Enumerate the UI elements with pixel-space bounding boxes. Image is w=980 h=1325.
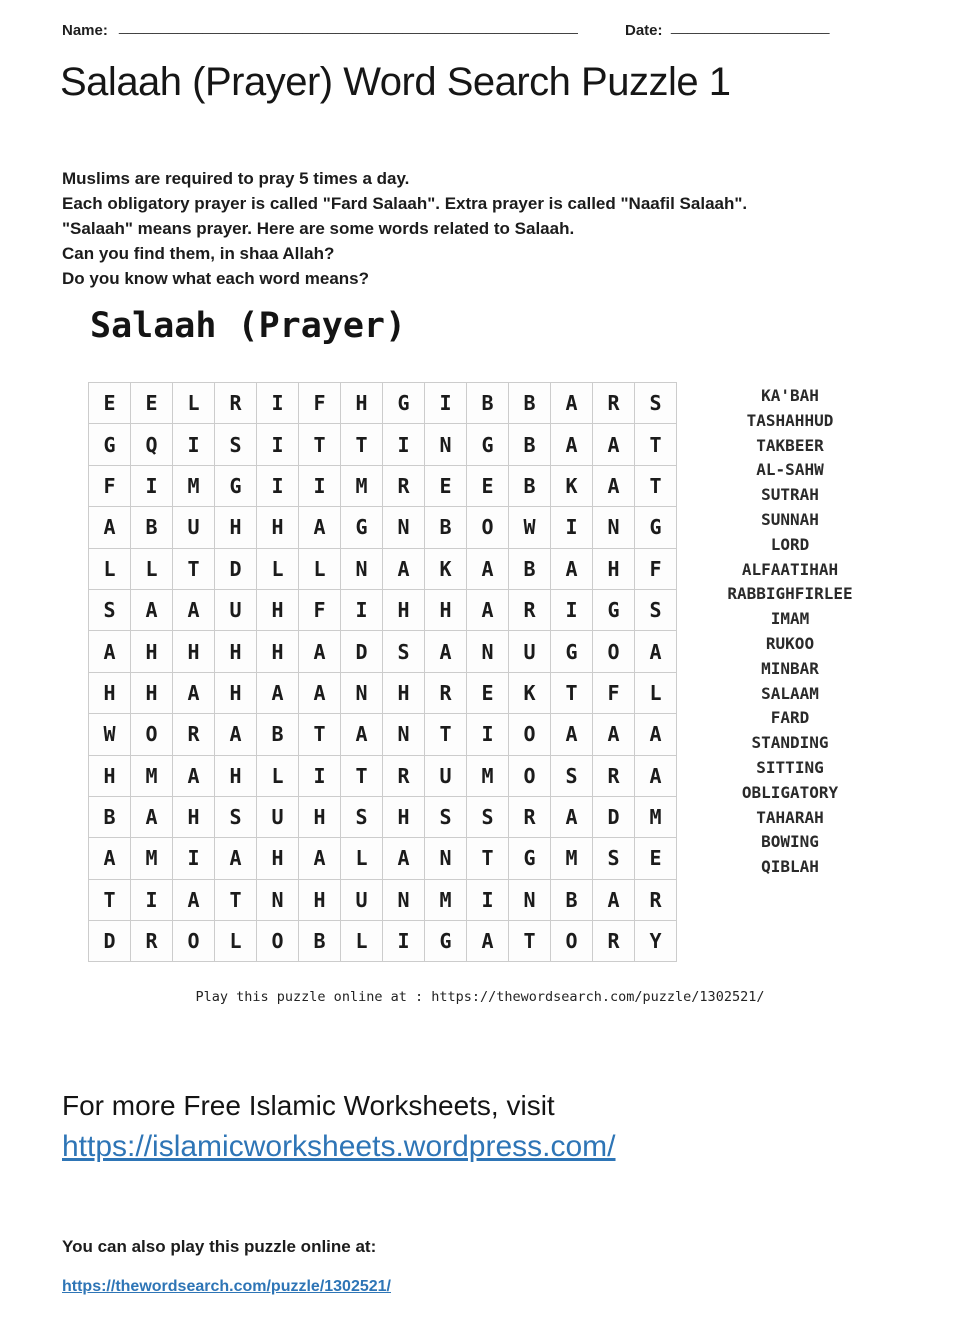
grid-cell: M [425, 879, 467, 920]
grid-cell: R [509, 589, 551, 630]
grid-cell: R [383, 465, 425, 506]
grid-row [89, 589, 677, 630]
word-list-item: ALFAATIHAH [741, 559, 839, 579]
grid-cell: I [299, 755, 341, 796]
grid-cell: T [341, 424, 383, 465]
grid-cell: I [131, 879, 173, 920]
grid-cell: O [131, 714, 173, 755]
grid-cell: E [467, 672, 509, 713]
grid-cell: I [341, 589, 383, 630]
grid-cell: F [635, 548, 677, 589]
grid-cell: I [383, 921, 425, 962]
grid-cell: A [551, 714, 593, 755]
grid-cell: L [131, 548, 173, 589]
grid-cell: H [173, 796, 215, 837]
grid-cell: E [635, 838, 677, 879]
word-list-item: IMAM [770, 609, 810, 629]
grid-cell: M [635, 796, 677, 837]
grid-cell: A [383, 548, 425, 589]
grid-cell: B [509, 465, 551, 506]
word-list-item: SUTRAH [761, 485, 819, 505]
grid-cell: I [173, 424, 215, 465]
more-worksheets-text: For more Free Islamic Worksheets, visit [62, 1090, 555, 1121]
grid-cell: H [257, 507, 299, 548]
word-list-item: SITTING [756, 757, 824, 777]
grid-cell: Q [131, 424, 173, 465]
grid-cell: G [635, 507, 677, 548]
word-list-item: MINBAR [761, 658, 819, 678]
grid-cell: O [551, 921, 593, 962]
grid-cell: I [131, 465, 173, 506]
grid-cell: K [509, 672, 551, 713]
word-list-item: AL-SAHW [756, 460, 824, 480]
grid-cell: S [341, 796, 383, 837]
grid-cell: U [509, 631, 551, 672]
grid-cell: H [383, 796, 425, 837]
grid-cell: H [341, 383, 383, 424]
grid-cell: A [173, 755, 215, 796]
grid-cell: B [299, 921, 341, 962]
grid-cell: H [131, 672, 173, 713]
grid-cell: A [467, 921, 509, 962]
grid-cell: A [635, 631, 677, 672]
grid-cell: H [383, 589, 425, 630]
grid-cell: L [341, 838, 383, 879]
grid-cell: A [173, 879, 215, 920]
grid-cell: B [425, 507, 467, 548]
grid-cell: O [509, 755, 551, 796]
grid-cell: O [257, 921, 299, 962]
grid-cell: W [89, 714, 131, 755]
grid-cell: N [341, 672, 383, 713]
word-list-item: OBLIGATORY [741, 782, 839, 802]
also-play-text: You can also play this puzzle online at: [62, 1237, 377, 1256]
grid-row [89, 672, 677, 713]
puzzle-heading: Salaah (Prayer) [90, 306, 407, 346]
grid-cell: A [593, 714, 635, 755]
grid-cell: A [551, 383, 593, 424]
grid-row [89, 383, 677, 424]
grid-cell: H [89, 672, 131, 713]
grid-cell: S [635, 589, 677, 630]
grid-cell: H [89, 755, 131, 796]
grid-cell: T [173, 548, 215, 589]
grid-cell: I [425, 383, 467, 424]
grid-cell: G [551, 631, 593, 672]
grid-cell: H [173, 631, 215, 672]
grid-cell: N [467, 631, 509, 672]
grid-cell: T [299, 424, 341, 465]
grid-cell: G [341, 507, 383, 548]
grid-cell: E [131, 383, 173, 424]
grid-cell: E [89, 383, 131, 424]
grid-cell: A [89, 838, 131, 879]
grid-cell: A [299, 838, 341, 879]
grid-cell: R [593, 383, 635, 424]
grid-cell: H [131, 631, 173, 672]
grid-cell: G [89, 424, 131, 465]
grid-cell: L [257, 548, 299, 589]
grid-cell: N [383, 714, 425, 755]
page-title: Salaah (Prayer) Word Search Puzzle 1 [60, 60, 731, 104]
grid-cell: U [173, 507, 215, 548]
islamicworksheets-link[interactable]: https://islamicworksheets.wordpress.com/ [62, 1130, 616, 1163]
grid-cell: B [509, 383, 551, 424]
grid-row [89, 548, 677, 589]
grid-cell: I [299, 465, 341, 506]
grid-cell: D [89, 921, 131, 962]
grid-cell: G [383, 383, 425, 424]
word-list-item: TASHAHHUD [746, 410, 834, 430]
grid-cell: F [299, 383, 341, 424]
grid-cell: H [215, 672, 257, 713]
grid-row [89, 921, 677, 962]
grid-cell: N [509, 879, 551, 920]
grid-cell: K [425, 548, 467, 589]
grid-cell: U [257, 796, 299, 837]
grid-cell: R [593, 921, 635, 962]
grid-cell: A [467, 548, 509, 589]
grid-cell: N [593, 507, 635, 548]
grid-row [89, 879, 677, 920]
grid-cell: A [215, 838, 257, 879]
grid-cell: N [341, 548, 383, 589]
grid-cell: H [215, 507, 257, 548]
grid-cell: A [635, 714, 677, 755]
grid-cell: F [593, 672, 635, 713]
grid-cell: A [131, 796, 173, 837]
grid-cell: A [173, 589, 215, 630]
grid-cell: N [425, 424, 467, 465]
grid-cell: H [593, 548, 635, 589]
grid-row [89, 424, 677, 465]
grid-cell: I [383, 424, 425, 465]
grid-cell: A [299, 631, 341, 672]
grid-cell: R [131, 921, 173, 962]
intro-line: "Salaah" means prayer. Here are some words related to Salaah. [62, 219, 575, 238]
grid-cell: N [383, 507, 425, 548]
intro-line: Muslims are required to pray 5 times a day. [62, 169, 410, 188]
date-blank-line: ___________________ [671, 18, 830, 35]
grid-row [89, 714, 677, 755]
grid-cell: R [215, 383, 257, 424]
grid-cell: F [89, 465, 131, 506]
word-list-item: RABBIGHFIRLEE [727, 584, 853, 604]
grid-cell: H [299, 796, 341, 837]
grid-cell: S [89, 589, 131, 630]
grid-cell: M [467, 755, 509, 796]
grid-cell: D [341, 631, 383, 672]
grid-cell: T [341, 755, 383, 796]
grid-cell: T [467, 838, 509, 879]
grid-cell: A [215, 714, 257, 755]
grid-cell: W [509, 507, 551, 548]
grid-cell: M [173, 465, 215, 506]
grid-cell: D [215, 548, 257, 589]
grid-cell: A [593, 879, 635, 920]
grid-cell: T [89, 879, 131, 920]
grid-cell: A [299, 672, 341, 713]
grid-row [89, 796, 677, 837]
word-list-item: KA'BAH [761, 386, 819, 405]
grid-cell: A [173, 672, 215, 713]
grid-cell: O [593, 631, 635, 672]
word-list-item: RUKOO [765, 633, 815, 653]
grid-cell: R [509, 796, 551, 837]
grid-cell: M [131, 755, 173, 796]
word-list-item: QIBLAH [761, 857, 819, 877]
intro-line: Do you know what each word means? [62, 269, 369, 288]
grid-cell: A [131, 589, 173, 630]
grid-cell: H [215, 631, 257, 672]
word-list-item: FARD [770, 708, 810, 728]
grid-cell: T [509, 921, 551, 962]
grid-cell: S [425, 796, 467, 837]
grid-cell: H [257, 838, 299, 879]
grid-cell: A [551, 548, 593, 589]
grid-cell: R [593, 755, 635, 796]
grid-cell: M [551, 838, 593, 879]
grid-cell: N [425, 838, 467, 879]
grid-cell: F [299, 589, 341, 630]
grid-cell: M [341, 465, 383, 506]
grid-cell: B [551, 879, 593, 920]
grid-cell: A [635, 755, 677, 796]
grid-cell: R [173, 714, 215, 755]
grid-cell: A [467, 589, 509, 630]
grid-cell: L [299, 548, 341, 589]
word-search-grid-body [89, 383, 677, 962]
grid-row [89, 465, 677, 506]
grid-cell: O [173, 921, 215, 962]
grid-row [89, 507, 677, 548]
grid-cell: H [383, 672, 425, 713]
grid-cell: I [173, 838, 215, 879]
grid-cell: B [89, 796, 131, 837]
grid-cell: A [593, 424, 635, 465]
grid-cell: S [467, 796, 509, 837]
grid-cell: T [425, 714, 467, 755]
grid-cell: A [299, 507, 341, 548]
word-list-item: TAKBEER [756, 435, 824, 455]
grid-cell: U [425, 755, 467, 796]
word-list-item: BOWING [761, 832, 819, 852]
grid-cell: I [257, 424, 299, 465]
date-label: Date: [625, 22, 663, 39]
grid-cell: A [383, 838, 425, 879]
grid-cell: U [215, 589, 257, 630]
grid-cell: S [215, 424, 257, 465]
word-search-grid [88, 382, 677, 962]
grid-cell: S [593, 838, 635, 879]
grid-cell: L [341, 921, 383, 962]
grid-cell: B [467, 383, 509, 424]
grid-cell: G [593, 589, 635, 630]
grid-cell: L [257, 755, 299, 796]
grid-cell: L [635, 672, 677, 713]
grid-cell: S [551, 755, 593, 796]
grid-cell: T [551, 672, 593, 713]
grid-cell: G [215, 465, 257, 506]
grid-cell: E [467, 465, 509, 506]
word-list-item: STANDING [751, 733, 829, 753]
grid-cell: H [257, 589, 299, 630]
grid-cell: L [215, 921, 257, 962]
grid-cell: B [509, 424, 551, 465]
grid-cell: L [89, 548, 131, 589]
grid-cell: T [635, 424, 677, 465]
grid-cell: I [551, 507, 593, 548]
grid-cell: T [215, 879, 257, 920]
grid-cell: H [257, 631, 299, 672]
grid-cell: T [635, 465, 677, 506]
grid-cell: M [131, 838, 173, 879]
grid-cell: H [299, 879, 341, 920]
grid-cell: S [383, 631, 425, 672]
grid-cell: O [509, 714, 551, 755]
grid-cell: A [257, 672, 299, 713]
name-label: Name: [62, 22, 108, 39]
grid-cell: R [635, 879, 677, 920]
grid-cell: Y [635, 921, 677, 962]
intro-line: Each obligatory prayer is called "Fard Salaah". Extra prayer is called "Naafil Salaah". [62, 194, 748, 213]
intro-paragraph [62, 166, 747, 291]
grid-cell: A [551, 796, 593, 837]
grid-row [89, 755, 677, 796]
grid-cell: K [551, 465, 593, 506]
grid-cell: H [215, 755, 257, 796]
grid-cell: N [383, 879, 425, 920]
grid-cell: A [341, 714, 383, 755]
grid-cell: U [341, 879, 383, 920]
word-list-item: LORD [770, 534, 810, 554]
grid-cell: B [257, 714, 299, 755]
grid-cell: O [467, 507, 509, 548]
word-list-item: TAHARAH [756, 807, 824, 827]
grid-cell: A [89, 507, 131, 548]
grid-cell: D [593, 796, 635, 837]
grid-cell: R [425, 672, 467, 713]
grid-cell: I [551, 589, 593, 630]
grid-cell: I [467, 714, 509, 755]
grid-cell: I [257, 383, 299, 424]
grid-cell: N [257, 879, 299, 920]
intro-line: Can you find them, in shaa Allah? [62, 244, 335, 263]
word-list-item: SALAAM [761, 683, 819, 703]
grid-cell: T [299, 714, 341, 755]
grid-cell: E [425, 465, 467, 506]
grid-row [89, 631, 677, 672]
play-online-caption: Play this puzzle online at : https://thewordsearch.com/puzzle/1302521/ [195, 989, 765, 1005]
grid-cell: G [509, 838, 551, 879]
word-list [700, 384, 880, 880]
grid-cell: A [551, 424, 593, 465]
grid-cell: G [425, 921, 467, 962]
grid-cell: I [467, 879, 509, 920]
grid-cell: B [509, 548, 551, 589]
grid-cell: A [89, 631, 131, 672]
grid-cell: I [257, 465, 299, 506]
grid-cell: H [425, 589, 467, 630]
grid-cell: S [635, 383, 677, 424]
grid-cell: A [425, 631, 467, 672]
grid-cell: S [215, 796, 257, 837]
grid-cell: L [173, 383, 215, 424]
name-blank-line: _______________________________________________________ [119, 18, 578, 35]
word-list-item: SUNNAH [761, 509, 819, 529]
grid-cell: B [131, 507, 173, 548]
grid-cell: G [467, 424, 509, 465]
thewordsearch-link[interactable]: https://thewordsearch.com/puzzle/1302521/ [62, 1278, 391, 1295]
grid-cell: R [383, 755, 425, 796]
grid-row [89, 838, 677, 879]
grid-cell: A [593, 465, 635, 506]
